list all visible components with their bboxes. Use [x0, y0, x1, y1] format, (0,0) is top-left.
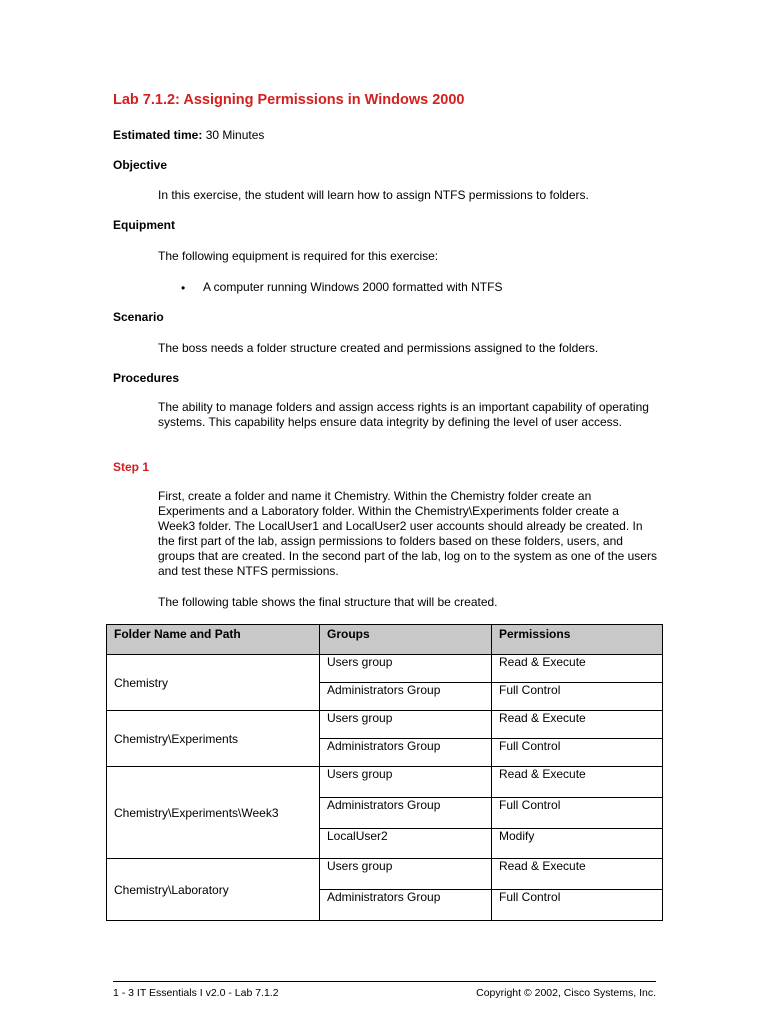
folder-cell: Chemistry\Experiments\Week3: [107, 767, 320, 859]
footer-divider: [113, 981, 656, 982]
group-cell: Administrators Group: [320, 739, 492, 767]
permission-cell: Read & Execute: [492, 767, 663, 798]
table-header-row: [107, 625, 663, 655]
estimated-time-value: 30 Minutes: [202, 128, 265, 142]
folder-cell: Chemistry\Experiments: [107, 711, 320, 767]
group-cell: Administrators Group: [320, 890, 492, 921]
group-cell: LocalUser2: [320, 829, 492, 859]
footer-page-info: 1 - 3 IT Essentials I v2.0 - Lab 7.1.2: [113, 987, 279, 999]
group-cell: Users group: [320, 859, 492, 890]
footer-copyright: Copyright © 2002, Cisco Systems, Inc.: [476, 987, 656, 999]
permission-cell: Read & Execute: [492, 859, 663, 890]
step1-heading: Step 1: [113, 460, 150, 474]
table-row: [107, 655, 663, 683]
group-cell: Users group: [320, 655, 492, 683]
group-cell: Administrators Group: [320, 683, 492, 711]
bullet-icon: •: [181, 281, 186, 295]
table-intro: The following table shows the final structure that will be created.: [158, 595, 498, 609]
procedures-text: The ability to manage folders and assign access rights is an important capability of operating systems. This capability helps ensure data integrity by defining the level of user access.: [158, 400, 649, 429]
permission-cell: Full Control: [492, 683, 663, 711]
equipment-heading: Equipment: [113, 218, 175, 232]
permission-cell: Read & Execute: [492, 655, 663, 683]
group-cell: Users group: [320, 767, 492, 798]
permissions-table: [106, 624, 663, 921]
permission-cell: Full Control: [492, 739, 663, 767]
lab-title: Lab 7.1.2: Assigning Permissions in Windows 2000: [113, 92, 465, 108]
table-row: [107, 711, 663, 739]
estimated-time-label: Estimated time:: [113, 128, 203, 142]
permission-cell: Full Control: [492, 798, 663, 829]
scenario-heading: Scenario: [113, 310, 164, 324]
step1-text: First, create a folder and name it Chemistry. Within the Chemistry folder create an Experiments and a Laboratory folder. Within the Chemistry\Experiments folder create a Week3 folder. The LocalUser1 and LocalUser2 user accounts should already be created. In the first part of the lab, assign permissions to folders based on these folders, users, and groups that are created. In the second part of the lab, log on to the system as one of the users and test these NTFS permissions.: [158, 489, 657, 578]
folder-cell: Chemistry: [107, 655, 320, 711]
estimated-time: [113, 128, 264, 142]
column-header-permissions: Permissions: [492, 625, 663, 655]
column-header-folder: Folder Name and Path: [107, 625, 320, 655]
folder-cell: Chemistry\Laboratory: [107, 859, 320, 921]
objective-text: In this exercise, the student will learn how to assign NTFS permissions to folders.: [158, 188, 589, 202]
group-cell: Users group: [320, 711, 492, 739]
equipment-text: The following equipment is required for this exercise:: [158, 249, 439, 263]
table-row: [107, 859, 663, 890]
equipment-item: A computer running Windows 2000 formatted with NTFS: [203, 280, 503, 294]
permission-cell: Modify: [492, 829, 663, 859]
objective-heading: Objective: [113, 158, 168, 172]
column-header-groups: Groups: [320, 625, 492, 655]
permission-cell: Read & Execute: [492, 711, 663, 739]
scenario-text: The boss needs a folder structure created and permissions assigned to the folders.: [158, 341, 599, 355]
procedures-heading: Procedures: [113, 371, 180, 385]
permission-cell: Full Control: [492, 890, 663, 921]
table-row: [107, 767, 663, 798]
group-cell: Administrators Group: [320, 798, 492, 829]
